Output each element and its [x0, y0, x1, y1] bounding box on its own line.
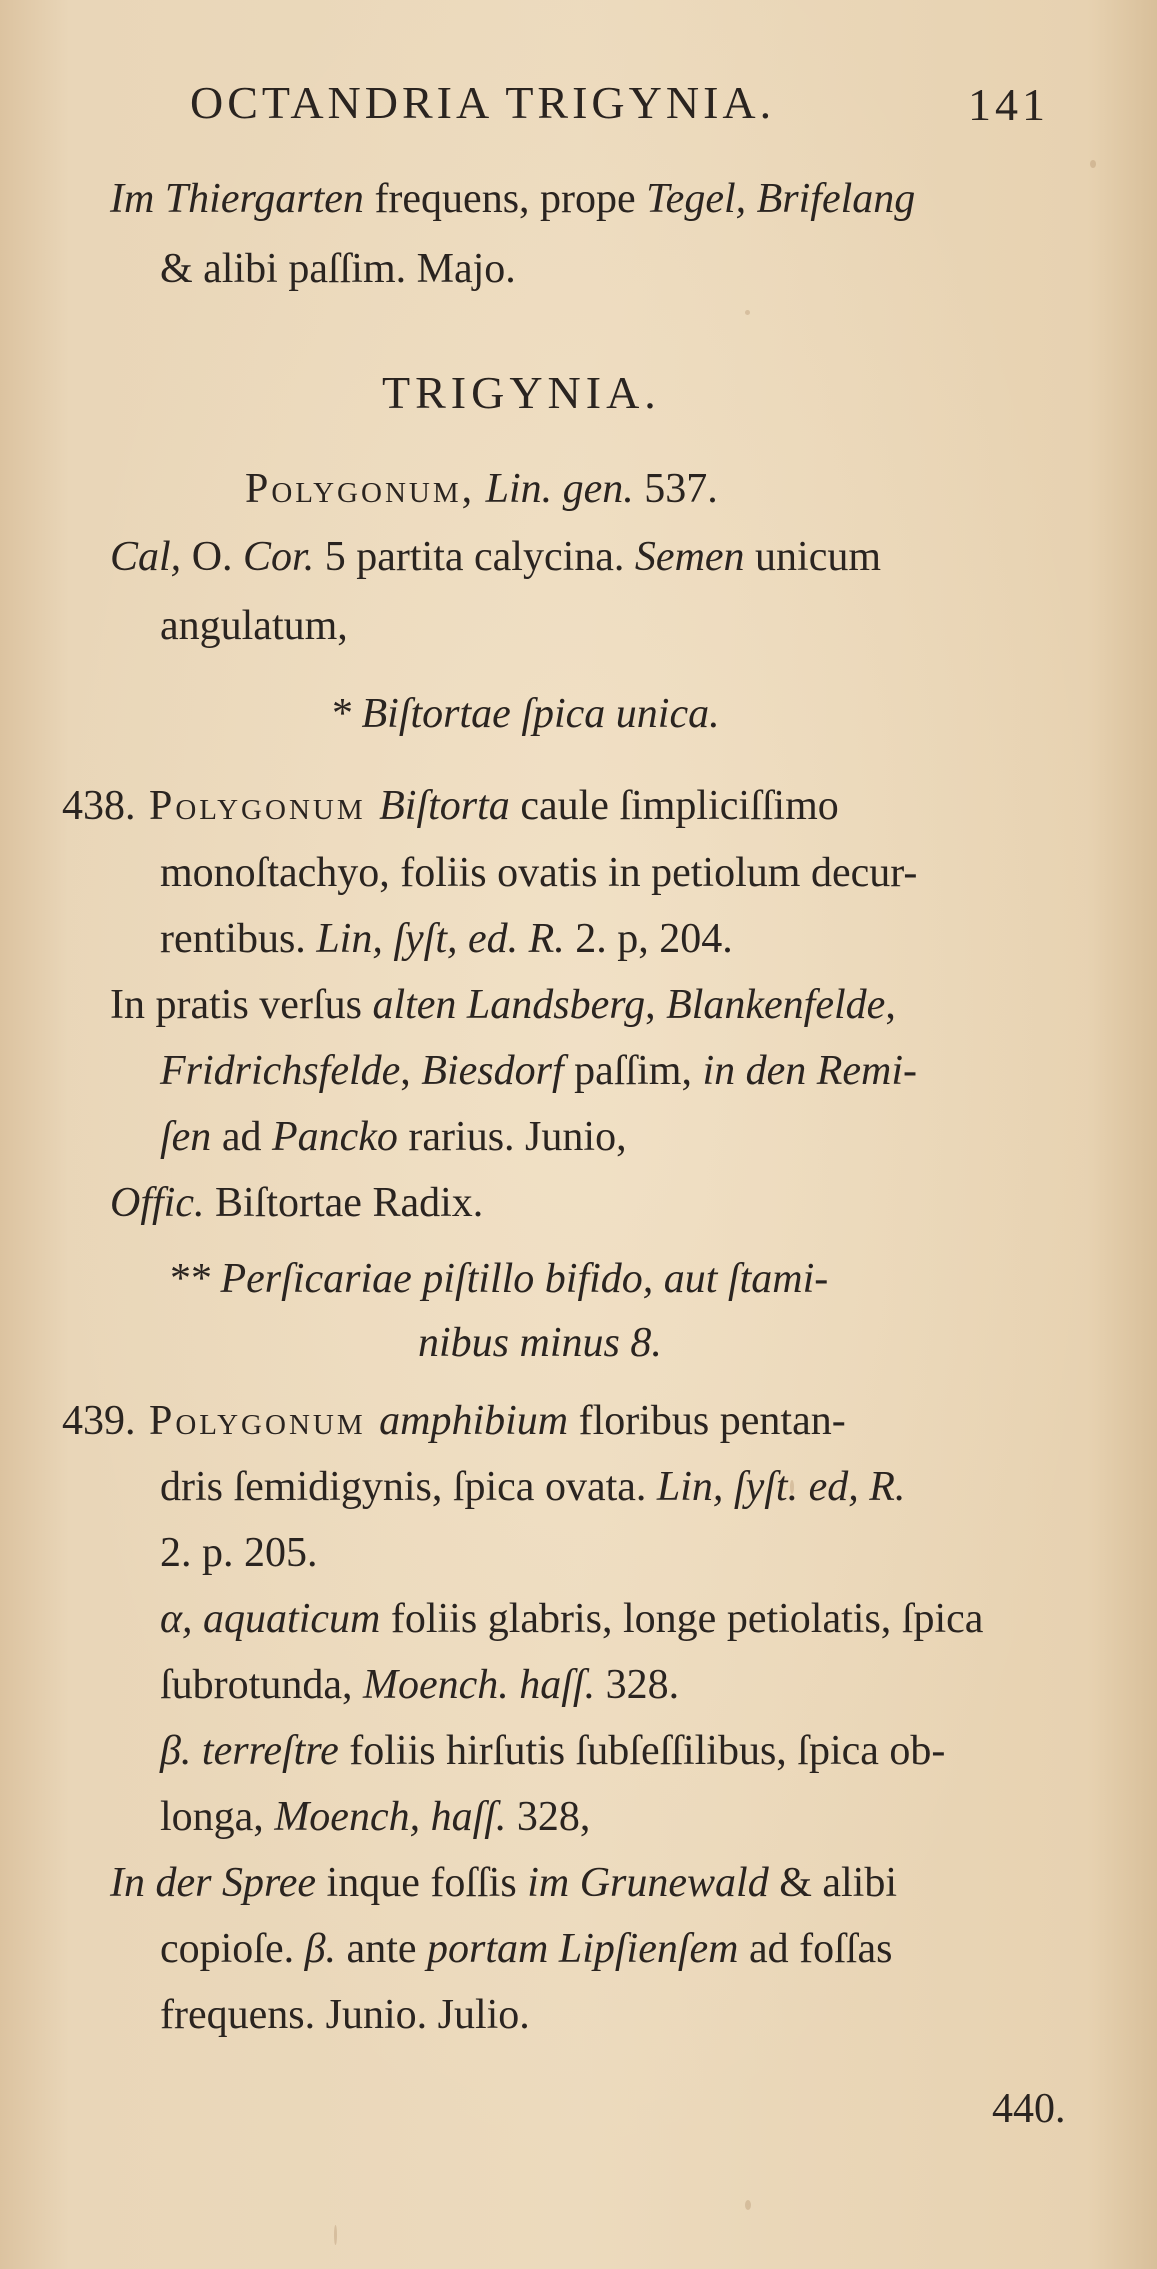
- citation: Moench, haſſ.: [274, 1794, 507, 1840]
- text-span: ad: [211, 1114, 272, 1160]
- entry-439-line-3: 2. p. 205.: [160, 1530, 318, 1576]
- text-span: 328,: [506, 1794, 591, 1840]
- variety-marker: β.: [304, 1926, 337, 1972]
- text-span: ad foſſas: [738, 1926, 893, 1972]
- entry-438-line-6: [160, 1116, 627, 1158]
- subsection-heading-2-line-2: nibus minus 8.: [418, 1320, 662, 1366]
- entry-number: 439.: [62, 1398, 136, 1444]
- entry-438-line-1: [62, 785, 839, 827]
- calyx-line-2: angulatum,: [160, 603, 348, 649]
- place-name: alten Landsberg: [372, 982, 646, 1028]
- variety-beta-line-1: [160, 1730, 945, 1772]
- variety-alpha-line-1: [160, 1598, 983, 1640]
- calyx-line: [110, 536, 881, 578]
- place-name: In der Spree: [110, 1860, 317, 1906]
- subsection-heading-1: * Biſtortae ſpica unica.: [330, 691, 720, 737]
- place-name: Pancko: [271, 1114, 398, 1160]
- place-name: Fridrichsfelde: [160, 1048, 401, 1094]
- text-span: In pratis verſus: [110, 982, 373, 1028]
- habitat-line-2: [160, 1928, 892, 1970]
- place-name: Tegel, Brifelang: [646, 176, 916, 222]
- text-span: foliis glabris, longe petiolatis, ſpica: [380, 1596, 984, 1642]
- text-span: longa,: [160, 1794, 275, 1840]
- variety-name: terreſtre: [191, 1728, 339, 1774]
- text-span: Cor.: [243, 534, 315, 580]
- place-name: in den Remi-: [702, 1048, 918, 1094]
- variety-alpha-line-2: [160, 1664, 679, 1706]
- entry-438-line-5: [160, 1050, 917, 1092]
- variety-marker: α,: [160, 1596, 193, 1642]
- text-span: dris ſemidigynis, ſpica ovata.: [160, 1464, 657, 1510]
- page-number: 141: [968, 79, 1049, 130]
- text-span: rarius. Junio,: [397, 1114, 627, 1160]
- catchword: 440.: [992, 2086, 1066, 2132]
- text-span: inque foſſis: [316, 1860, 528, 1906]
- entry-number: 438.: [62, 783, 136, 829]
- text-span: rentibus.: [160, 916, 317, 962]
- text-span: frequens, prope: [363, 176, 647, 222]
- text-span: 328.: [595, 1662, 680, 1708]
- place-name: Im Thiergarten: [110, 176, 364, 222]
- entry-438-line-3: [160, 918, 733, 960]
- habitat-line-1: [110, 1862, 897, 1904]
- citation: Lin, ſyſt. ed, R.: [656, 1464, 906, 1510]
- species-name: Biſtorta: [379, 783, 510, 829]
- citation: Moench. haſſ.: [362, 1662, 596, 1708]
- text-span: 2. p, 204.: [564, 916, 733, 962]
- text-span: unicum: [744, 534, 882, 580]
- genus-name: Polygonum: [135, 1398, 380, 1444]
- genus-number: 537.: [633, 466, 718, 512]
- entry-438-line-4: [110, 984, 896, 1026]
- citation: Lin, ſyſt, ed. R.: [316, 916, 565, 962]
- text-span: & alibi: [768, 1860, 898, 1906]
- place-name: ſen: [160, 1114, 212, 1160]
- variety-marker: β.: [160, 1728, 192, 1774]
- text-span: ,: [400, 1048, 422, 1094]
- text-span: caule ſimpliciſſimo: [509, 783, 839, 829]
- text-line-1: [110, 178, 915, 220]
- text-span: copioſe.: [160, 1926, 305, 1972]
- place-name: portam Lipſienſem: [427, 1926, 739, 1972]
- entry-438-line-7: [110, 1182, 483, 1224]
- entry-439-line-1: [62, 1400, 846, 1442]
- text-span: Offic.: [110, 1180, 205, 1226]
- text-span: Cal,: [110, 534, 182, 580]
- subsection-heading-2-line-1: ** Perſicariae piſtillo bifido, aut ſtami-: [168, 1256, 829, 1302]
- species-name: amphibium: [379, 1398, 569, 1444]
- paper-spot: [1090, 160, 1096, 168]
- text-span: foliis hirſutis ſubſeſſilibus, ſpica ob-: [338, 1728, 946, 1774]
- place-name: Blankenfelde: [666, 982, 886, 1028]
- text-span: O.: [181, 534, 244, 580]
- paper-spot: [745, 310, 750, 315]
- text-span: ,: [645, 982, 667, 1028]
- text-span: 5 partita calycina.: [314, 534, 635, 580]
- text-span: ante: [336, 1926, 427, 1972]
- place-name: Biesdorf: [421, 1048, 564, 1094]
- paper-spot: [790, 1480, 794, 1494]
- genus-reference: Lin. gen.: [475, 466, 634, 512]
- entry-438-line-2: monoſtachyo, foliis ovatis in petiolum decur-: [160, 850, 918, 896]
- text-span: ſubrotunda,: [160, 1662, 363, 1708]
- habitat-line-3: frequens. Junio. Julio.: [160, 1992, 530, 2038]
- text-span: Biſtortae Radix.: [204, 1180, 484, 1226]
- paper-spot: [334, 2225, 337, 2245]
- text-span: Semen: [634, 534, 745, 580]
- variety-beta-line-2: [160, 1796, 590, 1838]
- text-span: paſſim,: [563, 1048, 703, 1094]
- text-span: ,: [885, 982, 896, 1028]
- genus-name: Polygonum,: [245, 466, 476, 512]
- genus-name: Polygonum: [135, 783, 380, 829]
- place-name: im Grunewald: [527, 1860, 769, 1906]
- paper-spot: [745, 2200, 751, 2210]
- running-header-title: OCTANDRIA TRIGYNIA.: [190, 77, 776, 128]
- variety-name: aquaticum: [192, 1596, 381, 1642]
- genus-line: [245, 468, 718, 510]
- text-line-2: & alibi paſſim. Majo.: [160, 246, 516, 292]
- section-heading: TRIGYNIA.: [382, 367, 661, 418]
- text-span: floribus pentan-: [568, 1398, 846, 1444]
